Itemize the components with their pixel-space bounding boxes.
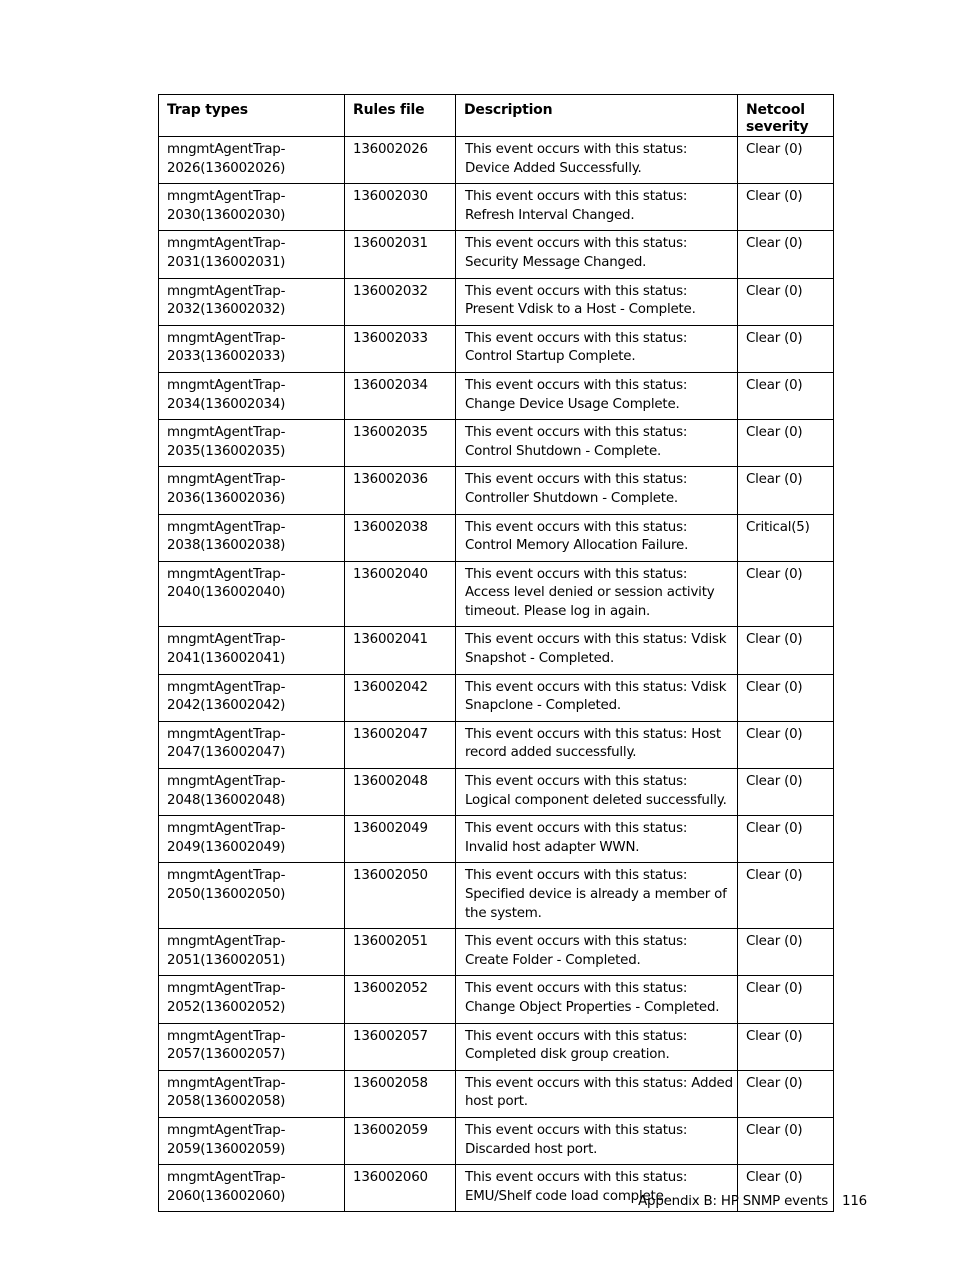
rules-file-cell: 136002035: [345, 420, 456, 467]
description-cell: This event occurs with this status: Added host port.: [456, 1070, 738, 1117]
trap-type-id: 2052(136002052): [167, 999, 286, 1015]
trap-type-id: 2026(136002026): [167, 160, 286, 176]
description-cell: This event occurs with this status: Present Vdisk to a Host - Complete.: [456, 278, 738, 325]
trap-type-cell: [159, 467, 345, 514]
trap-type-id: 2057(136002057): [167, 1047, 286, 1063]
table-row: [159, 976, 834, 1023]
table-row: [159, 420, 834, 467]
trap-type-id: 2034(136002034): [167, 396, 286, 412]
trap-type-cell: [159, 976, 345, 1023]
rules-file-cell: 136002060: [345, 1165, 456, 1212]
trap-type-cell: [159, 420, 345, 467]
description-cell: This event occurs with this status: Control Shutdown - Complete.: [456, 420, 738, 467]
trap-type-id: 2049(136002049): [167, 839, 286, 855]
rules-file-cell: 136002041: [345, 627, 456, 674]
table-row: [159, 721, 834, 768]
rules-file-cell: 136002033: [345, 325, 456, 372]
trap-type-cell: [159, 561, 345, 627]
trap-type-cell: [159, 372, 345, 419]
trap-type-id: 2058(136002058): [167, 1094, 286, 1110]
table-row: [159, 1023, 834, 1070]
description-cell: This event occurs with this status: Completed disk group creation.: [456, 1023, 738, 1070]
rules-file-cell: 136002026: [345, 137, 456, 184]
trap-type-prefix: mngmtAgentTrap-: [167, 330, 286, 346]
trap-type-id: 2050(136002050): [167, 887, 286, 902]
trap-type-prefix: mngmtAgentTrap-: [167, 821, 286, 837]
rules-file-cell: 136002036: [345, 467, 456, 514]
trap-type-id: 2038(136002038): [167, 538, 286, 554]
trap-type-id: 2036(136002036): [167, 490, 286, 506]
rules-file-cell: 136002038: [345, 514, 456, 561]
trap-type-cell: [159, 184, 345, 231]
trap-type-cell: [159, 278, 345, 325]
header-description: Description: [456, 95, 738, 137]
trap-type-id: 2032(136002032): [167, 302, 286, 318]
trap-type-prefix: mngmtAgentTrap-: [167, 377, 286, 393]
table-row: [159, 278, 834, 325]
severity-cell: Critical(5): [738, 514, 834, 561]
description-cell: This event occurs with this status: Create Folder - Completed.: [456, 929, 738, 976]
description-cell: This event occurs with this status: Host record added successfully.: [456, 721, 738, 768]
severity-cell: Clear (0): [738, 976, 834, 1023]
trap-type-prefix: mngmtAgentTrap-: [167, 934, 286, 950]
severity-cell: Clear (0): [738, 325, 834, 372]
description-cell: This event occurs with this status: Invalid host adapter WWN.: [456, 816, 738, 863]
trap-type-cell: [159, 1023, 345, 1070]
trap-type-cell: [159, 1165, 345, 1212]
trap-type-prefix: mngmtAgentTrap-: [167, 1122, 286, 1138]
rules-file-cell: 136002048: [345, 769, 456, 816]
trap-type-prefix: mngmtAgentTrap-: [167, 632, 286, 648]
trap-type-prefix: mngmtAgentTrap-: [167, 1075, 286, 1091]
severity-cell: Clear (0): [738, 561, 834, 627]
trap-type-prefix: mngmtAgentTrap-: [167, 142, 286, 157]
trap-type-id: 2051(136002051): [167, 952, 286, 968]
severity-cell: Clear (0): [738, 1117, 834, 1164]
rules-file-cell: 136002032: [345, 278, 456, 325]
trap-type-id: 2040(136002040): [167, 585, 286, 601]
trap-type-prefix: mngmtAgentTrap-: [167, 472, 286, 488]
severity-cell: Clear (0): [738, 184, 834, 231]
severity-cell: Clear (0): [738, 231, 834, 278]
severity-cell: Clear (0): [738, 420, 834, 467]
trap-type-prefix: mngmtAgentTrap-: [167, 236, 286, 252]
rules-file-cell: 136002057: [345, 1023, 456, 1070]
rules-file-cell: 136002047: [345, 721, 456, 768]
rules-file-cell: 136002040: [345, 561, 456, 627]
description-cell: This event occurs with this status: Access level denied or session activity timeout. Please log in again.: [456, 561, 738, 627]
description-cell: This event occurs with this status: Discarded host port.: [456, 1117, 738, 1164]
table-row: [159, 184, 834, 231]
table-row: [159, 467, 834, 514]
table-row: [159, 674, 834, 721]
severity-cell: Clear (0): [738, 674, 834, 721]
table-row: [159, 231, 834, 278]
trap-type-cell: [159, 929, 345, 976]
rules-file-cell: 136002059: [345, 1117, 456, 1164]
description-cell: This event occurs with this status: Specified device is already a member of the system.: [456, 863, 738, 929]
description-cell: This event occurs with this status: Control Memory Allocation Failure.: [456, 514, 738, 561]
description-cell: This event occurs with this status: Device Added Successfully.: [456, 137, 738, 184]
description-cell: This event occurs with this status: Vdisk Snapshot - Completed.: [456, 627, 738, 674]
rules-file-cell: 136002049: [345, 816, 456, 863]
table-header-row: [159, 95, 834, 137]
trap-type-id: 2041(136002041): [167, 651, 286, 667]
rules-file-cell: 136002042: [345, 674, 456, 721]
trap-type-id: 2033(136002033): [167, 349, 286, 365]
trap-type-prefix: mngmtAgentTrap-: [167, 519, 286, 535]
trap-type-prefix: mngmtAgentTrap-: [167, 679, 286, 695]
trap-type-prefix: mngmtAgentTrap-: [167, 726, 286, 742]
description-cell: This event occurs with this status: Logical component deleted successfully.: [456, 769, 738, 816]
trap-type-cell: [159, 231, 345, 278]
trap-type-id: 2030(136002030): [167, 207, 286, 223]
rules-file-cell: 136002030: [345, 184, 456, 231]
trap-type-cell: [159, 769, 345, 816]
trap-type-cell: [159, 325, 345, 372]
header-netcool-severity: Netcool severity: [738, 95, 834, 137]
trap-type-cell: [159, 627, 345, 674]
severity-cell: Clear (0): [738, 1023, 834, 1070]
severity-cell: Clear (0): [738, 769, 834, 816]
trap-type-prefix: mngmtAgentTrap-: [167, 1028, 286, 1044]
header-trap-types: Trap types: [159, 95, 345, 137]
severity-cell: Clear (0): [738, 1165, 834, 1212]
trap-type-id: 2047(136002047): [167, 745, 286, 761]
rules-file-cell: 136002051: [345, 929, 456, 976]
table-row: [159, 929, 834, 976]
severity-cell: Clear (0): [738, 929, 834, 976]
rules-file-cell: 136002058: [345, 1070, 456, 1117]
description-cell: This event occurs with this status: Refresh Interval Changed.: [456, 184, 738, 231]
page-number: 116: [842, 1194, 867, 1209]
severity-cell: Clear (0): [738, 721, 834, 768]
trap-type-id: 2035(136002035): [167, 443, 286, 459]
table-row: [159, 816, 834, 863]
table-row: [159, 627, 834, 674]
severity-cell: Clear (0): [738, 863, 834, 929]
rules-file-cell: 136002031: [345, 231, 456, 278]
trap-type-prefix: mngmtAgentTrap-: [167, 981, 286, 997]
rules-file-cell: 136002052: [345, 976, 456, 1023]
trap-type-prefix: mngmtAgentTrap-: [167, 1170, 286, 1186]
description-cell: This event occurs with this status: Change Object Properties - Completed.: [456, 976, 738, 1023]
table-row: [159, 137, 834, 184]
footer-section-title: Appendix B: HP SNMP events: [638, 1194, 829, 1209]
table-row: [159, 769, 834, 816]
severity-cell: Clear (0): [738, 1070, 834, 1117]
severity-cell: Clear (0): [738, 372, 834, 419]
trap-type-prefix: mngmtAgentTrap-: [167, 283, 286, 299]
description-cell: This event occurs with this status: EMU/Shelf code load complete.: [456, 1165, 738, 1212]
table-row: [159, 514, 834, 561]
trap-type-cell: [159, 514, 345, 561]
description-cell: This event occurs with this status: Change Device Usage Complete.: [456, 372, 738, 419]
severity-cell: Clear (0): [738, 278, 834, 325]
table-row: [159, 325, 834, 372]
trap-type-cell: [159, 863, 345, 929]
description-cell: This event occurs with this status: Vdisk Snapclone - Completed.: [456, 674, 738, 721]
rules-file-cell: 136002034: [345, 372, 456, 419]
trap-type-id: 2031(136002031): [167, 254, 286, 270]
trap-type-prefix: mngmtAgentTrap-: [167, 868, 286, 884]
snmp-events-table: [158, 94, 834, 1212]
header-rules-file: Rules file: [345, 95, 456, 137]
description-cell: This event occurs with this status: Controller Shutdown - Complete.: [456, 467, 738, 514]
trap-type-prefix: mngmtAgentTrap-: [167, 189, 286, 205]
severity-cell: Clear (0): [738, 816, 834, 863]
page-footer: [638, 1194, 867, 1209]
trap-type-cell: [159, 674, 345, 721]
trap-type-prefix: mngmtAgentTrap-: [167, 774, 286, 790]
table-row: [159, 1117, 834, 1164]
trap-type-prefix: mngmtAgentTrap-: [167, 425, 286, 441]
trap-type-prefix: mngmtAgentTrap-: [167, 566, 286, 582]
description-cell: This event occurs with this status: Security Message Changed.: [456, 231, 738, 278]
severity-cell: Clear (0): [738, 137, 834, 184]
trap-type-id: 2048(136002048): [167, 792, 286, 808]
rules-file-cell: 136002050: [345, 863, 456, 929]
trap-type-id: 2042(136002042): [167, 698, 286, 714]
table-row: [159, 561, 834, 627]
trap-type-cell: [159, 1070, 345, 1117]
table-row: [159, 1070, 834, 1117]
trap-type-id: 2060(136002060): [167, 1188, 286, 1204]
trap-type-cell: [159, 137, 345, 184]
table-row: [159, 372, 834, 419]
table-body: [159, 137, 834, 1212]
trap-type-cell: [159, 816, 345, 863]
severity-cell: Clear (0): [738, 627, 834, 674]
trap-type-cell: [159, 721, 345, 768]
table-row: [159, 863, 834, 929]
severity-cell: Clear (0): [738, 467, 834, 514]
trap-type-cell: [159, 1117, 345, 1164]
description-cell: This event occurs with this status: Control Startup Complete.: [456, 325, 738, 372]
trap-type-id: 2059(136002059): [167, 1141, 286, 1157]
